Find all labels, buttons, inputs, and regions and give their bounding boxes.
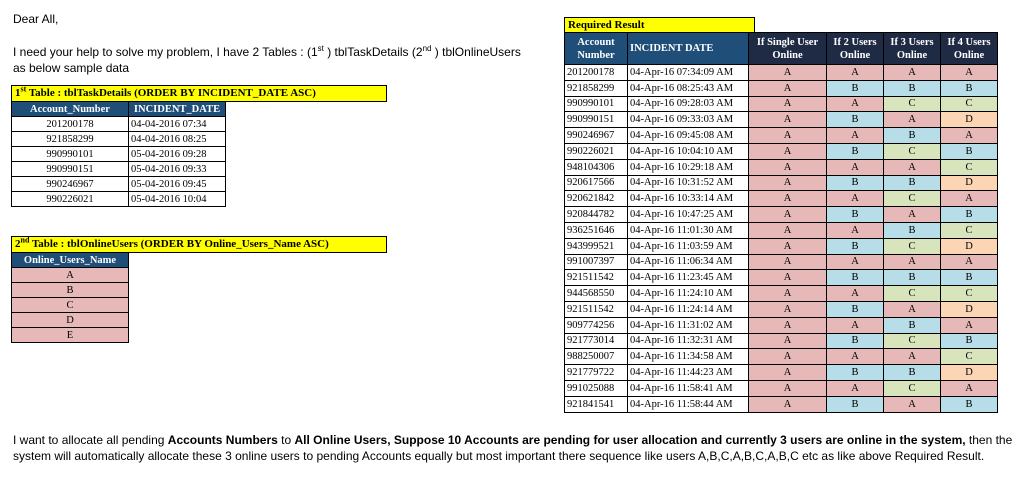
four-users-cell: A bbox=[941, 317, 998, 333]
footer-bold-2: All Online Users, Suppose 10 Accounts are pending for user allocation and currently 3 users are online in the system, bbox=[294, 433, 966, 447]
single-user-cell: A bbox=[749, 238, 827, 254]
result-account-cell: 921511542 bbox=[565, 270, 628, 286]
result-row bbox=[565, 254, 998, 270]
result-date-cell: 04-Apr-16 11:58:44 AM bbox=[628, 396, 749, 412]
result-account-cell: 920617566 bbox=[565, 175, 628, 191]
task-row bbox=[12, 132, 226, 147]
three-users-cell: A bbox=[884, 207, 941, 223]
three-users-cell: A bbox=[884, 112, 941, 128]
explanation-paragraph bbox=[13, 432, 1013, 464]
result-date-cell: 04-Apr-16 11:03:59 AM bbox=[628, 238, 749, 254]
two-users-cell: B bbox=[827, 143, 884, 159]
single-user-cell: A bbox=[749, 143, 827, 159]
intro-line-2: as below sample data bbox=[13, 61, 130, 75]
three-users-cell: B bbox=[884, 317, 941, 333]
three-users-cell: B bbox=[884, 80, 941, 96]
task-row bbox=[12, 177, 226, 192]
task-title-text: Table : tblTaskDetails (ORDER BY INCIDENT_DATE ASC) bbox=[26, 87, 316, 99]
result-row bbox=[565, 238, 998, 254]
result-row bbox=[565, 222, 998, 238]
result-row bbox=[565, 65, 998, 81]
three-users-cell: A bbox=[884, 349, 941, 365]
three-users-cell: B bbox=[884, 270, 941, 286]
four-users-cell: B bbox=[941, 270, 998, 286]
result-date-cell: 04-Apr-16 11:58:41 AM bbox=[628, 380, 749, 396]
task-row bbox=[12, 162, 226, 177]
intro-line-1 bbox=[13, 45, 521, 59]
four-users-cell: D bbox=[941, 112, 998, 128]
result-date-cell: 04-Apr-16 11:24:10 AM bbox=[628, 286, 749, 302]
single-user-cell: A bbox=[749, 80, 827, 96]
incident-date-cell: 05-04-2016 09:28 bbox=[129, 147, 226, 162]
account-number-cell: 990990151 bbox=[12, 162, 129, 177]
four-users-cell: C bbox=[941, 222, 998, 238]
result-account-cell: 948104306 bbox=[565, 159, 628, 175]
four-users-cell: D bbox=[941, 175, 998, 191]
two-users-cell: A bbox=[827, 286, 884, 302]
result-row bbox=[565, 128, 998, 144]
four-users-cell: B bbox=[941, 80, 998, 96]
task-title-num: 1 bbox=[15, 87, 21, 99]
result-row bbox=[565, 175, 998, 191]
intro-sup-2: nd bbox=[422, 44, 432, 53]
task-title-sup: st bbox=[20, 84, 27, 94]
result-date-cell: 04-Apr-16 09:33:03 AM bbox=[628, 112, 749, 128]
result-account-cell: 921841541 bbox=[565, 396, 628, 412]
user-row bbox=[12, 328, 129, 343]
result-date-cell: 04-Apr-16 10:47:25 AM bbox=[628, 207, 749, 223]
result-date-cell: 04-Apr-16 11:23:45 AM bbox=[628, 270, 749, 286]
four-users-cell: A bbox=[941, 128, 998, 144]
result-date-cell: 04-Apr-16 11:24:14 AM bbox=[628, 301, 749, 317]
footer-text-3: then the system will automatically allocate these 3 online users to pending Accounts equally but most important there sequence like users A,B,C,A,B,C,A,B,C etc as like above Required Result. bbox=[13, 433, 1013, 463]
two-users-cell: A bbox=[827, 254, 884, 270]
single-user-cell: A bbox=[749, 286, 827, 302]
users-title-text: Table : tblOnlineUsers (ORDER BY Online_Users_Name ASC) bbox=[29, 238, 329, 250]
result-row bbox=[565, 143, 998, 159]
single-user-cell: A bbox=[749, 191, 827, 207]
greeting: Dear All, bbox=[13, 12, 59, 26]
three-users-cell: A bbox=[884, 65, 941, 81]
result-row bbox=[565, 301, 998, 317]
task-row bbox=[12, 192, 226, 207]
two-users-cell: A bbox=[827, 96, 884, 112]
result-date-cell: 04-Apr-16 10:31:52 AM bbox=[628, 175, 749, 191]
single-user-cell: A bbox=[749, 254, 827, 270]
header-four-users: If 4 Users Online bbox=[941, 33, 998, 65]
task-table-title bbox=[11, 85, 387, 102]
four-users-cell: D bbox=[941, 301, 998, 317]
footer-bold-1: Accounts Numbers bbox=[167, 433, 278, 447]
online-user-cell: E bbox=[12, 328, 129, 343]
header-account: Account Number bbox=[565, 33, 628, 65]
single-user-cell: A bbox=[749, 380, 827, 396]
result-account-cell: 990226021 bbox=[565, 143, 628, 159]
four-users-cell: C bbox=[941, 349, 998, 365]
two-users-cell: A bbox=[827, 128, 884, 144]
two-users-cell: A bbox=[827, 65, 884, 81]
four-users-cell: A bbox=[941, 65, 998, 81]
incident-date-cell: 04-04-2016 07:34 bbox=[129, 117, 226, 132]
four-users-cell: C bbox=[941, 286, 998, 302]
result-date-cell: 04-Apr-16 10:04:10 AM bbox=[628, 143, 749, 159]
two-users-cell: B bbox=[827, 333, 884, 349]
users-header-row bbox=[12, 253, 129, 268]
result-date-cell: 04-Apr-16 11:32:31 AM bbox=[628, 333, 749, 349]
result-account-cell: 921773014 bbox=[565, 333, 628, 349]
two-users-cell: A bbox=[827, 222, 884, 238]
incident-date-cell: 05-04-2016 10:04 bbox=[129, 192, 226, 207]
two-users-cell: B bbox=[827, 301, 884, 317]
intro-sup-1: st bbox=[317, 44, 324, 53]
result-row bbox=[565, 207, 998, 223]
users-table-title bbox=[11, 236, 387, 253]
account-number-cell: 990246967 bbox=[12, 177, 129, 192]
three-users-cell: A bbox=[884, 396, 941, 412]
online-users-table bbox=[11, 252, 129, 343]
header-three-users: If 3 Users Online bbox=[884, 33, 941, 65]
user-row bbox=[12, 298, 129, 313]
single-user-cell: A bbox=[749, 222, 827, 238]
three-users-cell: A bbox=[884, 301, 941, 317]
result-account-cell: 990990151 bbox=[565, 112, 628, 128]
four-users-cell: D bbox=[941, 365, 998, 381]
four-users-cell: B bbox=[941, 143, 998, 159]
result-date-cell: 04-Apr-16 09:45:08 AM bbox=[628, 128, 749, 144]
intro-text-b: ) tblTaskDetails (2 bbox=[323, 45, 423, 59]
result-date-cell: 04-Apr-16 09:28:03 AM bbox=[628, 96, 749, 112]
result-date-cell: 04-Apr-16 10:29:18 AM bbox=[628, 159, 749, 175]
four-users-cell: A bbox=[941, 191, 998, 207]
incident-date-cell: 05-04-2016 09:33 bbox=[129, 162, 226, 177]
result-account-cell: 909774256 bbox=[565, 317, 628, 333]
header-date: INCIDENT DATE bbox=[628, 33, 749, 65]
three-users-cell: A bbox=[884, 254, 941, 270]
two-users-cell: B bbox=[827, 238, 884, 254]
account-number-cell: 990226021 bbox=[12, 192, 129, 207]
two-users-cell: B bbox=[827, 365, 884, 381]
task-row bbox=[12, 117, 226, 132]
result-row bbox=[565, 349, 998, 365]
result-date-cell: 04-Apr-16 11:44:23 AM bbox=[628, 365, 749, 381]
header-single-user: If Single User Online bbox=[749, 33, 827, 65]
result-account-cell: 920844782 bbox=[565, 207, 628, 223]
four-users-cell: A bbox=[941, 254, 998, 270]
two-users-cell: A bbox=[827, 349, 884, 365]
single-user-cell: A bbox=[749, 301, 827, 317]
account-number-cell: 201200178 bbox=[12, 117, 129, 132]
result-row bbox=[565, 159, 998, 175]
three-users-cell: C bbox=[884, 143, 941, 159]
online-user-cell: A bbox=[12, 268, 129, 283]
single-user-cell: A bbox=[749, 365, 827, 381]
task-row bbox=[12, 147, 226, 162]
single-user-cell: A bbox=[749, 96, 827, 112]
required-result-table bbox=[564, 32, 998, 413]
three-users-cell: C bbox=[884, 286, 941, 302]
single-user-cell: A bbox=[749, 112, 827, 128]
result-row bbox=[565, 396, 998, 412]
result-account-cell: 943999521 bbox=[565, 238, 628, 254]
result-account-cell: 990990101 bbox=[565, 96, 628, 112]
four-users-cell: A bbox=[941, 380, 998, 396]
two-users-cell: A bbox=[827, 159, 884, 175]
result-date-cell: 04-Apr-16 08:25:43 AM bbox=[628, 80, 749, 96]
two-users-cell: A bbox=[827, 317, 884, 333]
result-row bbox=[565, 365, 998, 381]
single-user-cell: A bbox=[749, 349, 827, 365]
single-user-cell: A bbox=[749, 333, 827, 349]
four-users-cell: D bbox=[941, 238, 998, 254]
task-header-row bbox=[12, 102, 226, 117]
incident-date-cell: 05-04-2016 09:45 bbox=[129, 177, 226, 192]
result-account-cell: 990246967 bbox=[565, 128, 628, 144]
result-account-cell: 991007397 bbox=[565, 254, 628, 270]
two-users-cell: B bbox=[827, 270, 884, 286]
three-users-cell: B bbox=[884, 365, 941, 381]
result-date-cell: 04-Apr-16 11:01:30 AM bbox=[628, 222, 749, 238]
result-date-cell: 04-Apr-16 11:31:02 AM bbox=[628, 317, 749, 333]
two-users-cell: A bbox=[827, 380, 884, 396]
header-account-number: Account_Number bbox=[12, 102, 129, 117]
users-title-num: 2 bbox=[15, 238, 21, 250]
single-user-cell: A bbox=[749, 396, 827, 412]
account-number-cell: 921858299 bbox=[12, 132, 129, 147]
online-user-cell: C bbox=[12, 298, 129, 313]
result-row bbox=[565, 380, 998, 396]
three-users-cell: C bbox=[884, 333, 941, 349]
account-number-cell: 990990101 bbox=[12, 147, 129, 162]
result-row bbox=[565, 96, 998, 112]
result-table-title: Required Result bbox=[564, 17, 755, 34]
two-users-cell: B bbox=[827, 112, 884, 128]
result-row bbox=[565, 333, 998, 349]
result-date-cell: 04-Apr-16 10:33:14 AM bbox=[628, 191, 749, 207]
single-user-cell: A bbox=[749, 128, 827, 144]
three-users-cell: B bbox=[884, 222, 941, 238]
header-incident-date: INCIDENT_DATE bbox=[129, 102, 226, 117]
result-row bbox=[565, 80, 998, 96]
result-account-cell: 920621842 bbox=[565, 191, 628, 207]
four-users-cell: C bbox=[941, 159, 998, 175]
result-row bbox=[565, 112, 998, 128]
two-users-cell: B bbox=[827, 207, 884, 223]
result-header-row bbox=[565, 33, 998, 65]
result-account-cell: 921858299 bbox=[565, 80, 628, 96]
result-row bbox=[565, 286, 998, 302]
result-account-cell: 921779722 bbox=[565, 365, 628, 381]
users-title-sup: nd bbox=[20, 235, 30, 245]
result-account-cell: 944568550 bbox=[565, 286, 628, 302]
two-users-cell: B bbox=[827, 175, 884, 191]
result-date-cell: 04-Apr-16 11:34:58 AM bbox=[628, 349, 749, 365]
user-row bbox=[12, 283, 129, 298]
intro-text-c: ) tblOnlineUsers bbox=[431, 45, 521, 59]
single-user-cell: A bbox=[749, 159, 827, 175]
three-users-cell: A bbox=[884, 159, 941, 175]
two-users-cell: B bbox=[827, 396, 884, 412]
result-row bbox=[565, 270, 998, 286]
three-users-cell: B bbox=[884, 175, 941, 191]
result-row bbox=[565, 191, 998, 207]
four-users-cell: B bbox=[941, 396, 998, 412]
result-account-cell: 201200178 bbox=[565, 65, 628, 81]
two-users-cell: B bbox=[827, 80, 884, 96]
user-row bbox=[12, 313, 129, 328]
single-user-cell: A bbox=[749, 207, 827, 223]
task-details-table bbox=[11, 101, 226, 207]
single-user-cell: A bbox=[749, 175, 827, 191]
three-users-cell: C bbox=[884, 96, 941, 112]
three-users-cell: C bbox=[884, 238, 941, 254]
two-users-cell: A bbox=[827, 191, 884, 207]
online-user-cell: B bbox=[12, 283, 129, 298]
single-user-cell: A bbox=[749, 65, 827, 81]
four-users-cell: B bbox=[941, 207, 998, 223]
online-user-cell: D bbox=[12, 313, 129, 328]
incident-date-cell: 04-04-2016 08:25 bbox=[129, 132, 226, 147]
four-users-cell: B bbox=[941, 333, 998, 349]
header-two-users: If 2 Users Online bbox=[827, 33, 884, 65]
four-users-cell: C bbox=[941, 96, 998, 112]
footer-text-1: I want to allocate all pending bbox=[13, 433, 168, 447]
intro-text-a: I need your help to solve my problem, I have 2 Tables : (1 bbox=[13, 45, 318, 59]
footer-text-2: to bbox=[277, 433, 295, 447]
result-date-cell: 04-Apr-16 07:34:09 AM bbox=[628, 65, 749, 81]
result-account-cell: 988250007 bbox=[565, 349, 628, 365]
result-account-cell: 921511542 bbox=[565, 301, 628, 317]
user-row bbox=[12, 268, 129, 283]
single-user-cell: A bbox=[749, 270, 827, 286]
three-users-cell: C bbox=[884, 191, 941, 207]
header-online-users-name: Online_Users_Name bbox=[12, 253, 129, 268]
result-account-cell: 991025088 bbox=[565, 380, 628, 396]
result-account-cell: 936251646 bbox=[565, 222, 628, 238]
result-row bbox=[565, 317, 998, 333]
result-date-cell: 04-Apr-16 11:06:34 AM bbox=[628, 254, 749, 270]
three-users-cell: B bbox=[884, 128, 941, 144]
single-user-cell: A bbox=[749, 317, 827, 333]
three-users-cell: C bbox=[884, 380, 941, 396]
